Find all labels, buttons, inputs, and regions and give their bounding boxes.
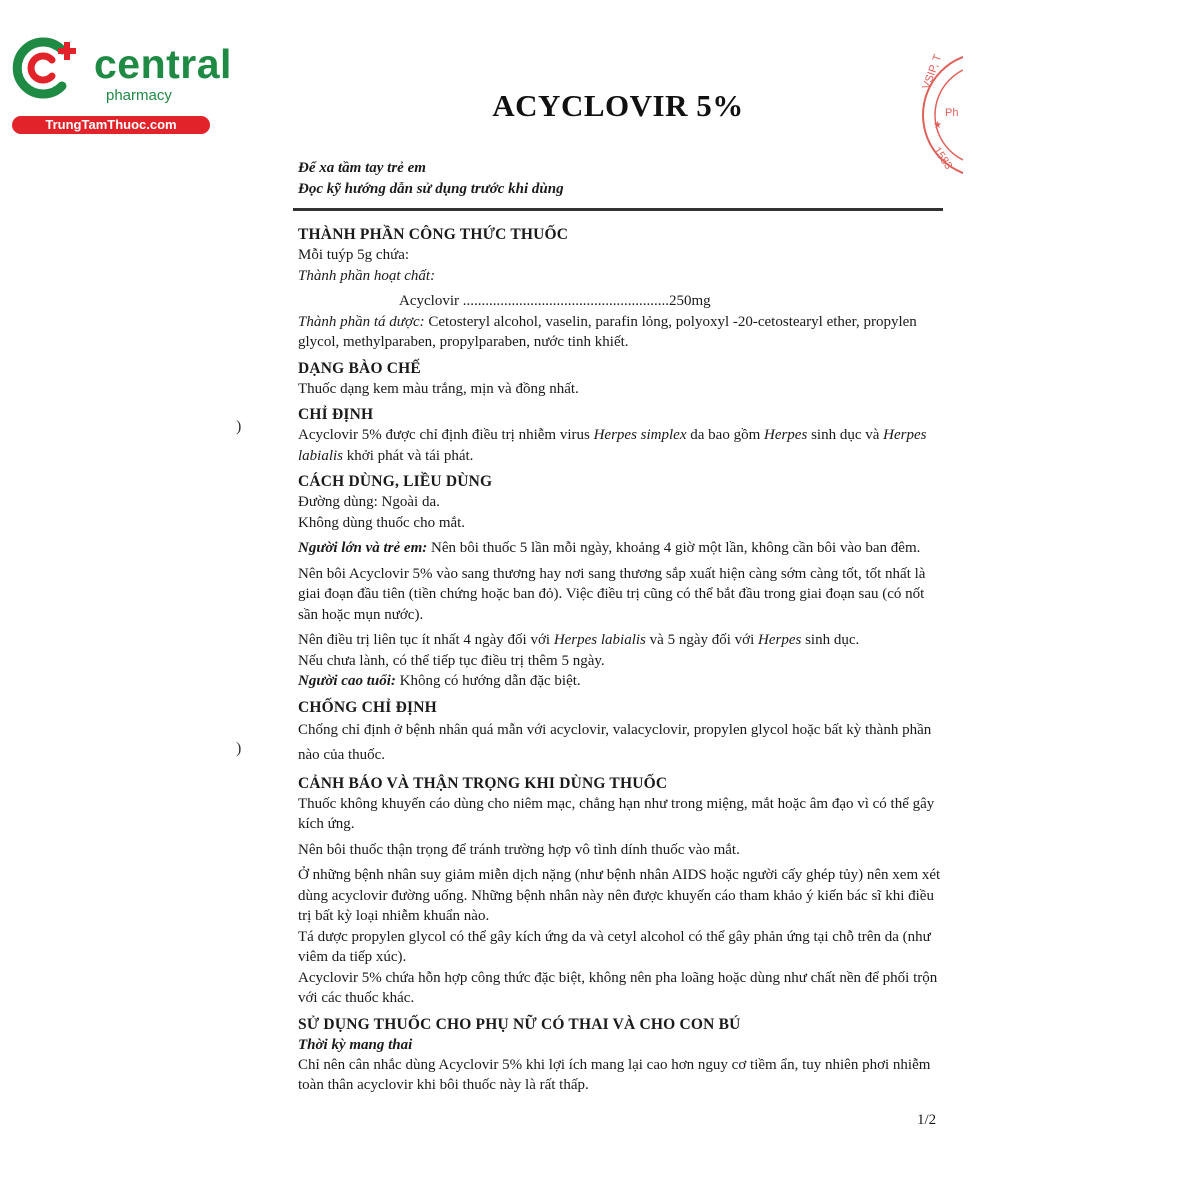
warnings-eyes-paragraph: Nên bôi thuốc thận trọng để tránh trường hợp vô tình dính thuốc vào mắt. [298, 841, 740, 858]
adults-text: Nên bôi thuốc 5 lần mỗi ngày, khoảng 4 giờ một lần, không cần bôi vào ban đêm. [427, 540, 921, 556]
text-run: sinh dục. [801, 632, 860, 648]
excipients-paragraph [298, 312, 944, 353]
svg-text:VSIP, T: VSIP, T [920, 52, 945, 92]
text-run-italic: Herpes simplex [593, 427, 687, 443]
warning-read-instructions: Đọc kỹ hướng dẫn sử dụng trước khi dùng [298, 181, 564, 197]
brand-logo[interactable] [10, 36, 232, 136]
svg-text:1583: 1583 [930, 144, 955, 172]
excipients-text: Cetosteryl alcohol, vaselin, parafin lỏng, polyoxyl -20-cetostearyl ether, propylen glycol, methylparaben, propylparaben, nước tinh khiết. [298, 313, 917, 350]
warnings-immunocompromised-paragraph: Ở những bệnh nhân suy giảm miễn dịch nặng (như bệnh nhân AIDS hoặc người cấy ghép tủy) nên xem xét dùng acyclovir đường uống. Những bệnh nhân này nên được khuyến cáo tham khảo ý kiến bác sĩ khi điều trị bất kỳ loại nhiễm khuẩn nào. [298, 867, 941, 924]
warnings-excipients-paragraph: Tá dược propylen glycol có thể gây kích ứng da và cetyl alcohol có thể gây phản ứng tại chỗ trên da (như viêm da tiếp xúc). [298, 928, 931, 965]
section-heading-administration: CÁCH DÙNG, LIỀU DÙNG [298, 473, 493, 490]
elderly-text: Không có hướng dẫn đặc biệt. [395, 673, 581, 689]
treatment-duration-paragraph [298, 630, 944, 651]
central-pharmacy-logo-icon [10, 36, 80, 100]
section-heading-dosage-form: DẠNG BÀO CHẾ [298, 359, 421, 377]
warnings-block [298, 158, 564, 200]
margin-mark: ) [236, 740, 242, 757]
active-ingredient-label: Thành phần hoạt chất: [298, 267, 436, 284]
application-timing-paragraph: Nên bôi Acyclovir 5% vào sang thương hay nơi sang thương sắp xuất hiện càng sớm càng tốt, tốt nhất là giai đoạn đầu tiên (tiền chứng hoặc ban đỏ). Việc điều trị cũng có thể bắt đầu trong giai đoạn sau (có nốt sần hoặc mụn nước). [298, 565, 926, 623]
composition-intro: Mỗi tuýp 5g chứa: [298, 247, 410, 263]
adults-dosage-paragraph [298, 538, 944, 559]
text-run-italic: Herpes labialis [553, 632, 646, 648]
section-heading-contraindications: CHỐNG CHỈ ĐỊNH [298, 698, 437, 716]
pregnancy-text: Chỉ nên cân nhắc dùng Acyclovir 5% khi lợi ích mang lại cao hơn nguy cơ tiềm ẩn, tuy nhiên phơi nhiễm toàn thân acyclovir khi bôi thuốc này là rất thấp. [298, 1056, 931, 1093]
text-run: sinh dục và [807, 427, 884, 443]
section-heading-pregnancy: SỬ DỤNG THUỐC CHO PHỤ NỮ CÓ THAI VÀ CHO CON BÚ [298, 1015, 741, 1033]
warnings-mucosa-paragraph: Thuốc không khuyến cáo dùng cho niêm mạc, chẳng hạn như trong miệng, mắt hoặc âm đạo vì có thể gây kích ứng. [298, 795, 935, 832]
document-body [298, 222, 944, 1096]
text-run-italic: Herpes [763, 427, 808, 443]
active-ingredient-line: Acyclovir .......................................................250mg [399, 293, 711, 309]
text-run: Nên điều trị liên tục ít nhất 4 ngày đối với [298, 632, 554, 648]
brand-tagline: pharmacy [106, 87, 172, 104]
dosage-form-text: Thuốc dạng kem màu trắng, mịn và đồng nhất. [298, 380, 579, 397]
text-run-italic: Herpes [758, 632, 802, 648]
administration-route: Đường dùng: Ngoài da. [298, 494, 440, 510]
warning-keep-away: Để xa tầm tay trẻ em [298, 160, 426, 176]
elderly-label: Người cao tuổi: [298, 673, 396, 689]
treatment-continuation: Nếu chưa lành, có thể tiếp tục điều trị thêm 5 ngày. [298, 652, 605, 669]
adults-label: Người lớn và trẻ em: [298, 540, 428, 556]
administration-no-eyes: Không dùng thuốc cho mắt. [298, 514, 466, 531]
brand-name: central [94, 41, 232, 87]
indications-text [298, 425, 944, 466]
header-divider [293, 208, 943, 211]
text-run: da bao gồm [686, 427, 764, 443]
text-run-italic: Herpes labialis [298, 427, 927, 464]
svg-text:Ph: Ph [945, 107, 959, 119]
text-run: khởi phát và tái phát. [343, 447, 474, 464]
elderly-dosage-paragraph [298, 671, 944, 692]
warnings-formulation-paragraph: Acyclovir 5% chứa hỗn hợp công thức đặc biệt, không nên pha loãng hoặc dùng như chất nền để phối trộn với các thuốc khác. [298, 969, 938, 1006]
excipients-label: Thành phần tá dược: [298, 313, 425, 330]
svg-text:★: ★ [933, 120, 942, 131]
section-heading-warnings: CẢNH BÁO VÀ THẬN TRỌNG KHI DÙNG THUỐC [298, 774, 668, 792]
document-title: ACYCLOVIR 5% [492, 88, 744, 123]
section-heading-composition: THÀNH PHẦN CÔNG THỨC THUỐC [298, 226, 569, 243]
section-heading-indications: CHỈ ĐỊNH [298, 406, 374, 423]
margin-mark: ) [236, 418, 242, 435]
subheading-pregnancy-period: Thời kỳ mang thai [298, 1036, 413, 1053]
contraindications-text: Chống chỉ định ở bệnh nhân quá mẫn với acyclovir, valacyclovir, propylen glycol hoặc bất kỳ thành phần nào của thuốc. [298, 721, 932, 763]
brand-website[interactable]: TrungTamThuoc.com [12, 116, 210, 134]
page-number: 1/2 [917, 1112, 937, 1128]
text-run: Acyclovir 5% được chỉ định điều trị nhiễm virus [298, 427, 594, 443]
text-run: và 5 ngày đối với [645, 632, 758, 648]
